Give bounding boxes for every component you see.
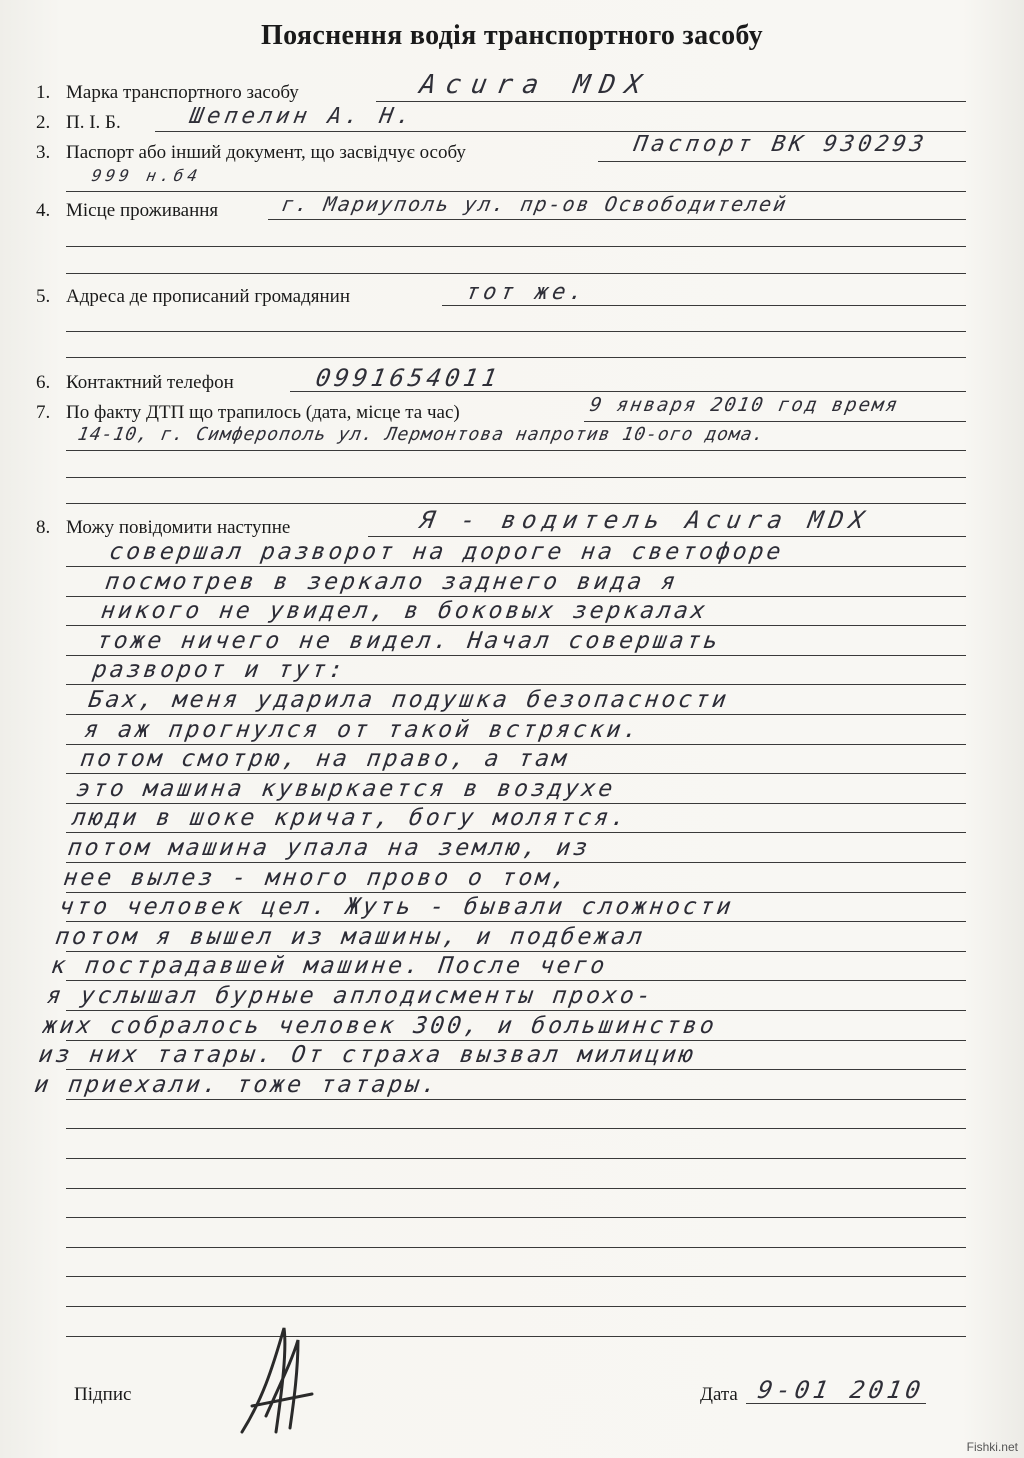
handwritten-registration: тот же. <box>463 280 589 305</box>
item-number: 6. <box>36 372 51 393</box>
answer-line <box>66 1188 966 1189</box>
statement-line: к пострадавшей машине. После чего <box>49 953 610 980</box>
field-label: Марка транспортного засобу <box>66 82 299 103</box>
item-number: 7. <box>36 402 51 423</box>
answer-line <box>66 1128 966 1129</box>
answer-line <box>66 1158 966 1159</box>
statement-line: потом машина упала на землю, из <box>66 834 593 861</box>
item-number: 3. <box>36 142 51 163</box>
statement-line: потом я вышел из машины, и подбежал <box>53 923 647 950</box>
answer-line <box>268 219 966 220</box>
statement-line: что человек цел. Жуть - бывали сложности <box>57 894 736 921</box>
field-full-name <box>36 112 121 134</box>
answer-line <box>442 305 966 306</box>
handwritten-statement-start: Я - водитель Acura MDX <box>417 506 873 534</box>
statement-line: и приехали. тоже татары. <box>32 1071 441 1098</box>
answer-line <box>66 450 966 451</box>
statement-line: потом смотрю, на право, а там <box>78 746 571 773</box>
field-label: Можу повідомити наступне <box>66 517 291 538</box>
signature-scribble <box>232 1320 322 1440</box>
page-title: Пояснення водія транспортного засобу <box>261 20 763 51</box>
watermark: Fishki.net <box>966 1440 1018 1454</box>
statement-line: тоже ничего не видел. Начал совершать <box>95 627 723 654</box>
answer-line <box>66 1247 966 1248</box>
handwritten-residence: г. Мариуполь ул. пр-ов Освободителей <box>279 192 790 216</box>
handwritten-accident-date: 9 января 2010 год время <box>588 394 902 416</box>
handwritten-statement <box>32 538 1024 1100</box>
handwritten-document-issuer: 999 н.б4 <box>90 166 203 185</box>
signature-label: Підпис <box>74 1384 132 1405</box>
answer-line <box>66 1336 966 1337</box>
handwritten-date: 9-01 2010 <box>755 1376 927 1404</box>
answer-line <box>376 101 966 102</box>
statement-line: люди в шоке кричат, богу молятся. <box>70 805 630 832</box>
field-accident <box>36 402 460 424</box>
handwritten-document: Паспорт ВК 930293 <box>631 132 930 157</box>
item-number: 2. <box>36 112 51 133</box>
field-vehicle-make <box>36 82 299 104</box>
handwritten-phone: 0991654011 <box>313 364 503 392</box>
answer-line <box>66 357 966 358</box>
statement-line: я услышал бурные аплодисменты прохо- <box>45 982 656 1009</box>
handwritten-full-name: Шепелин А. Н. <box>187 104 417 129</box>
date-label: Дата <box>700 1384 738 1405</box>
statement-line: нее вылез - много прово о том, <box>61 864 572 891</box>
item-number: 8. <box>36 517 51 538</box>
answer-line <box>368 536 966 537</box>
statement-line: из них татары. От страха вызвал милицию <box>37 1042 698 1069</box>
field-statement <box>36 517 290 539</box>
answer-line <box>66 1306 966 1307</box>
item-number: 1. <box>36 82 51 103</box>
statement-line: разворот и тут: <box>91 657 348 684</box>
statement-line: никого не увидел, в боковых зеркалах <box>99 598 710 625</box>
handwritten-accident-place: 14-10, г. Симферополь ул. Лермонтова напротив 10-ого дома. <box>76 424 767 445</box>
answer-line <box>66 477 966 478</box>
answer-line <box>66 1217 966 1218</box>
field-residence <box>36 200 218 222</box>
answer-line <box>66 503 966 504</box>
statement-line: Бах, меня ударила подушка безопасности <box>86 686 731 713</box>
field-phone <box>36 372 234 394</box>
answer-line <box>598 161 966 162</box>
field-registration-address <box>36 286 350 308</box>
statement-line: я аж прогнулся от такой встряски. <box>82 716 643 743</box>
answer-line <box>66 246 966 247</box>
field-id-document <box>36 142 466 164</box>
field-label: Місце проживання <box>66 200 219 221</box>
statement-line: жих собралось человек 300, и большинство <box>41 1012 719 1039</box>
item-number: 5. <box>36 286 51 307</box>
field-label: Адреса де прописаний громадянин <box>66 286 351 307</box>
field-label: По факту ДТП що трапилось (дата, місце та час) <box>66 402 460 423</box>
item-number: 4. <box>36 200 51 221</box>
field-label: П. І. Б. <box>66 112 121 133</box>
statement-line: совершал разворот на дороге на светофоре <box>107 539 786 565</box>
answer-line <box>66 273 966 274</box>
answer-line <box>66 1276 966 1277</box>
statement-line: это машина кувыркается в воздухе <box>74 775 618 802</box>
field-label: Паспорт або інший документ, що засвідчує особу <box>66 142 466 163</box>
statement-line: посмотрев в зеркало заднего вида я <box>103 568 681 595</box>
field-label: Контактний телефон <box>66 372 234 393</box>
answer-line <box>66 331 966 332</box>
handwritten-vehicle-make: Acura MDX <box>417 70 654 100</box>
answer-line <box>584 421 966 422</box>
